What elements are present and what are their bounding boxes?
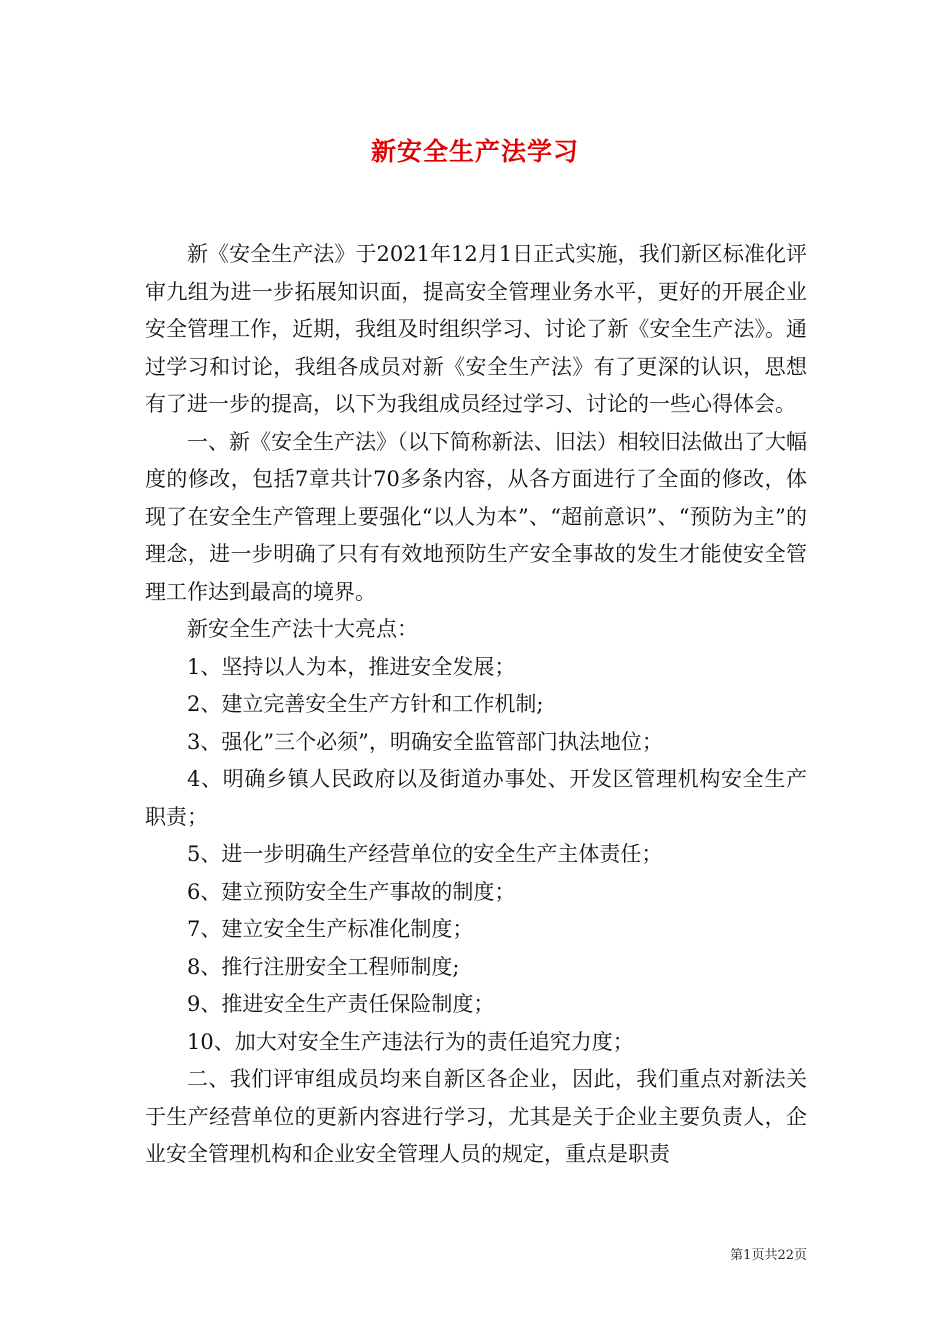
- document-body: [145, 236, 807, 1174]
- highlight-item: 4、明确乡镇人民政府以及街道办事处、开发区管理机构安全生产职责；: [145, 767, 807, 829]
- highlight-item: 2、建立完善安全生产方针和工作机制;: [187, 692, 544, 716]
- highlight-item: 7、建立安全生产标准化制度；: [187, 917, 474, 941]
- highlight-item: 8、推行注册安全工程师制度;: [187, 954, 460, 979]
- highlight-item: 6、建立预防安全生产事故的制度；: [187, 879, 516, 904]
- paragraph-intro: 新《安全生产法》于2021年12月1日正式实施，我们新区标准化评审九组为进一步拓展知识面，提高安全管理业务水平，更好的开展企业安全管理工作，近期，我组及时组织学习、讨论了新《安全生产法》。通过学习和讨论，我组各成员对新《安全生产法》有了更深的认识，思想有了进一步的提高，以下为我组成员经过学习、讨论的一些心得体会。: [145, 242, 807, 416]
- paragraph-section-one: 一、新《安全生产法》（以下简称新法、旧法）相较旧法做出了大幅度的修改，包括7章共计70多条内容，从各方面进行了全面的修改，体现了在安全生产管理上要强化“以人为本”、“超前意识”、“预防为主”的理念，进一步明确了只有有效地预防生产安全事故的发生才能使安全管理工作达到最高的境界。: [145, 429, 807, 604]
- highlight-item: 5、进一步明确生产经营单位的安全生产主体责任；: [187, 842, 663, 866]
- highlights-heading: 新安全生产法十大亮点：: [187, 617, 418, 641]
- highlight-item: 3、强化”三个必须”，明确安全监管部门执法地位；: [187, 729, 663, 754]
- document-title: 新安全生产法学习: [370, 137, 579, 166]
- page-number-footer: 第1页共22页: [730, 1248, 807, 1263]
- paragraph-section-two: 二、我们评审组成员均来自新区各企业，因此，我们重点对新法关于生产经营单位的更新内容进行学习，尤其是关于企业主要负责人，企业安全管理机构和企业安全管理人员的规定，重点是职责: [145, 1067, 807, 1166]
- highlight-item: 10、加大对安全生产违法行为的责任追究力度；: [187, 1029, 634, 1054]
- highlight-item: 1、坚持以人为本，推进安全发展；: [187, 654, 516, 679]
- highlight-item: 9、推进安全生产责任保险制度；: [187, 992, 495, 1016]
